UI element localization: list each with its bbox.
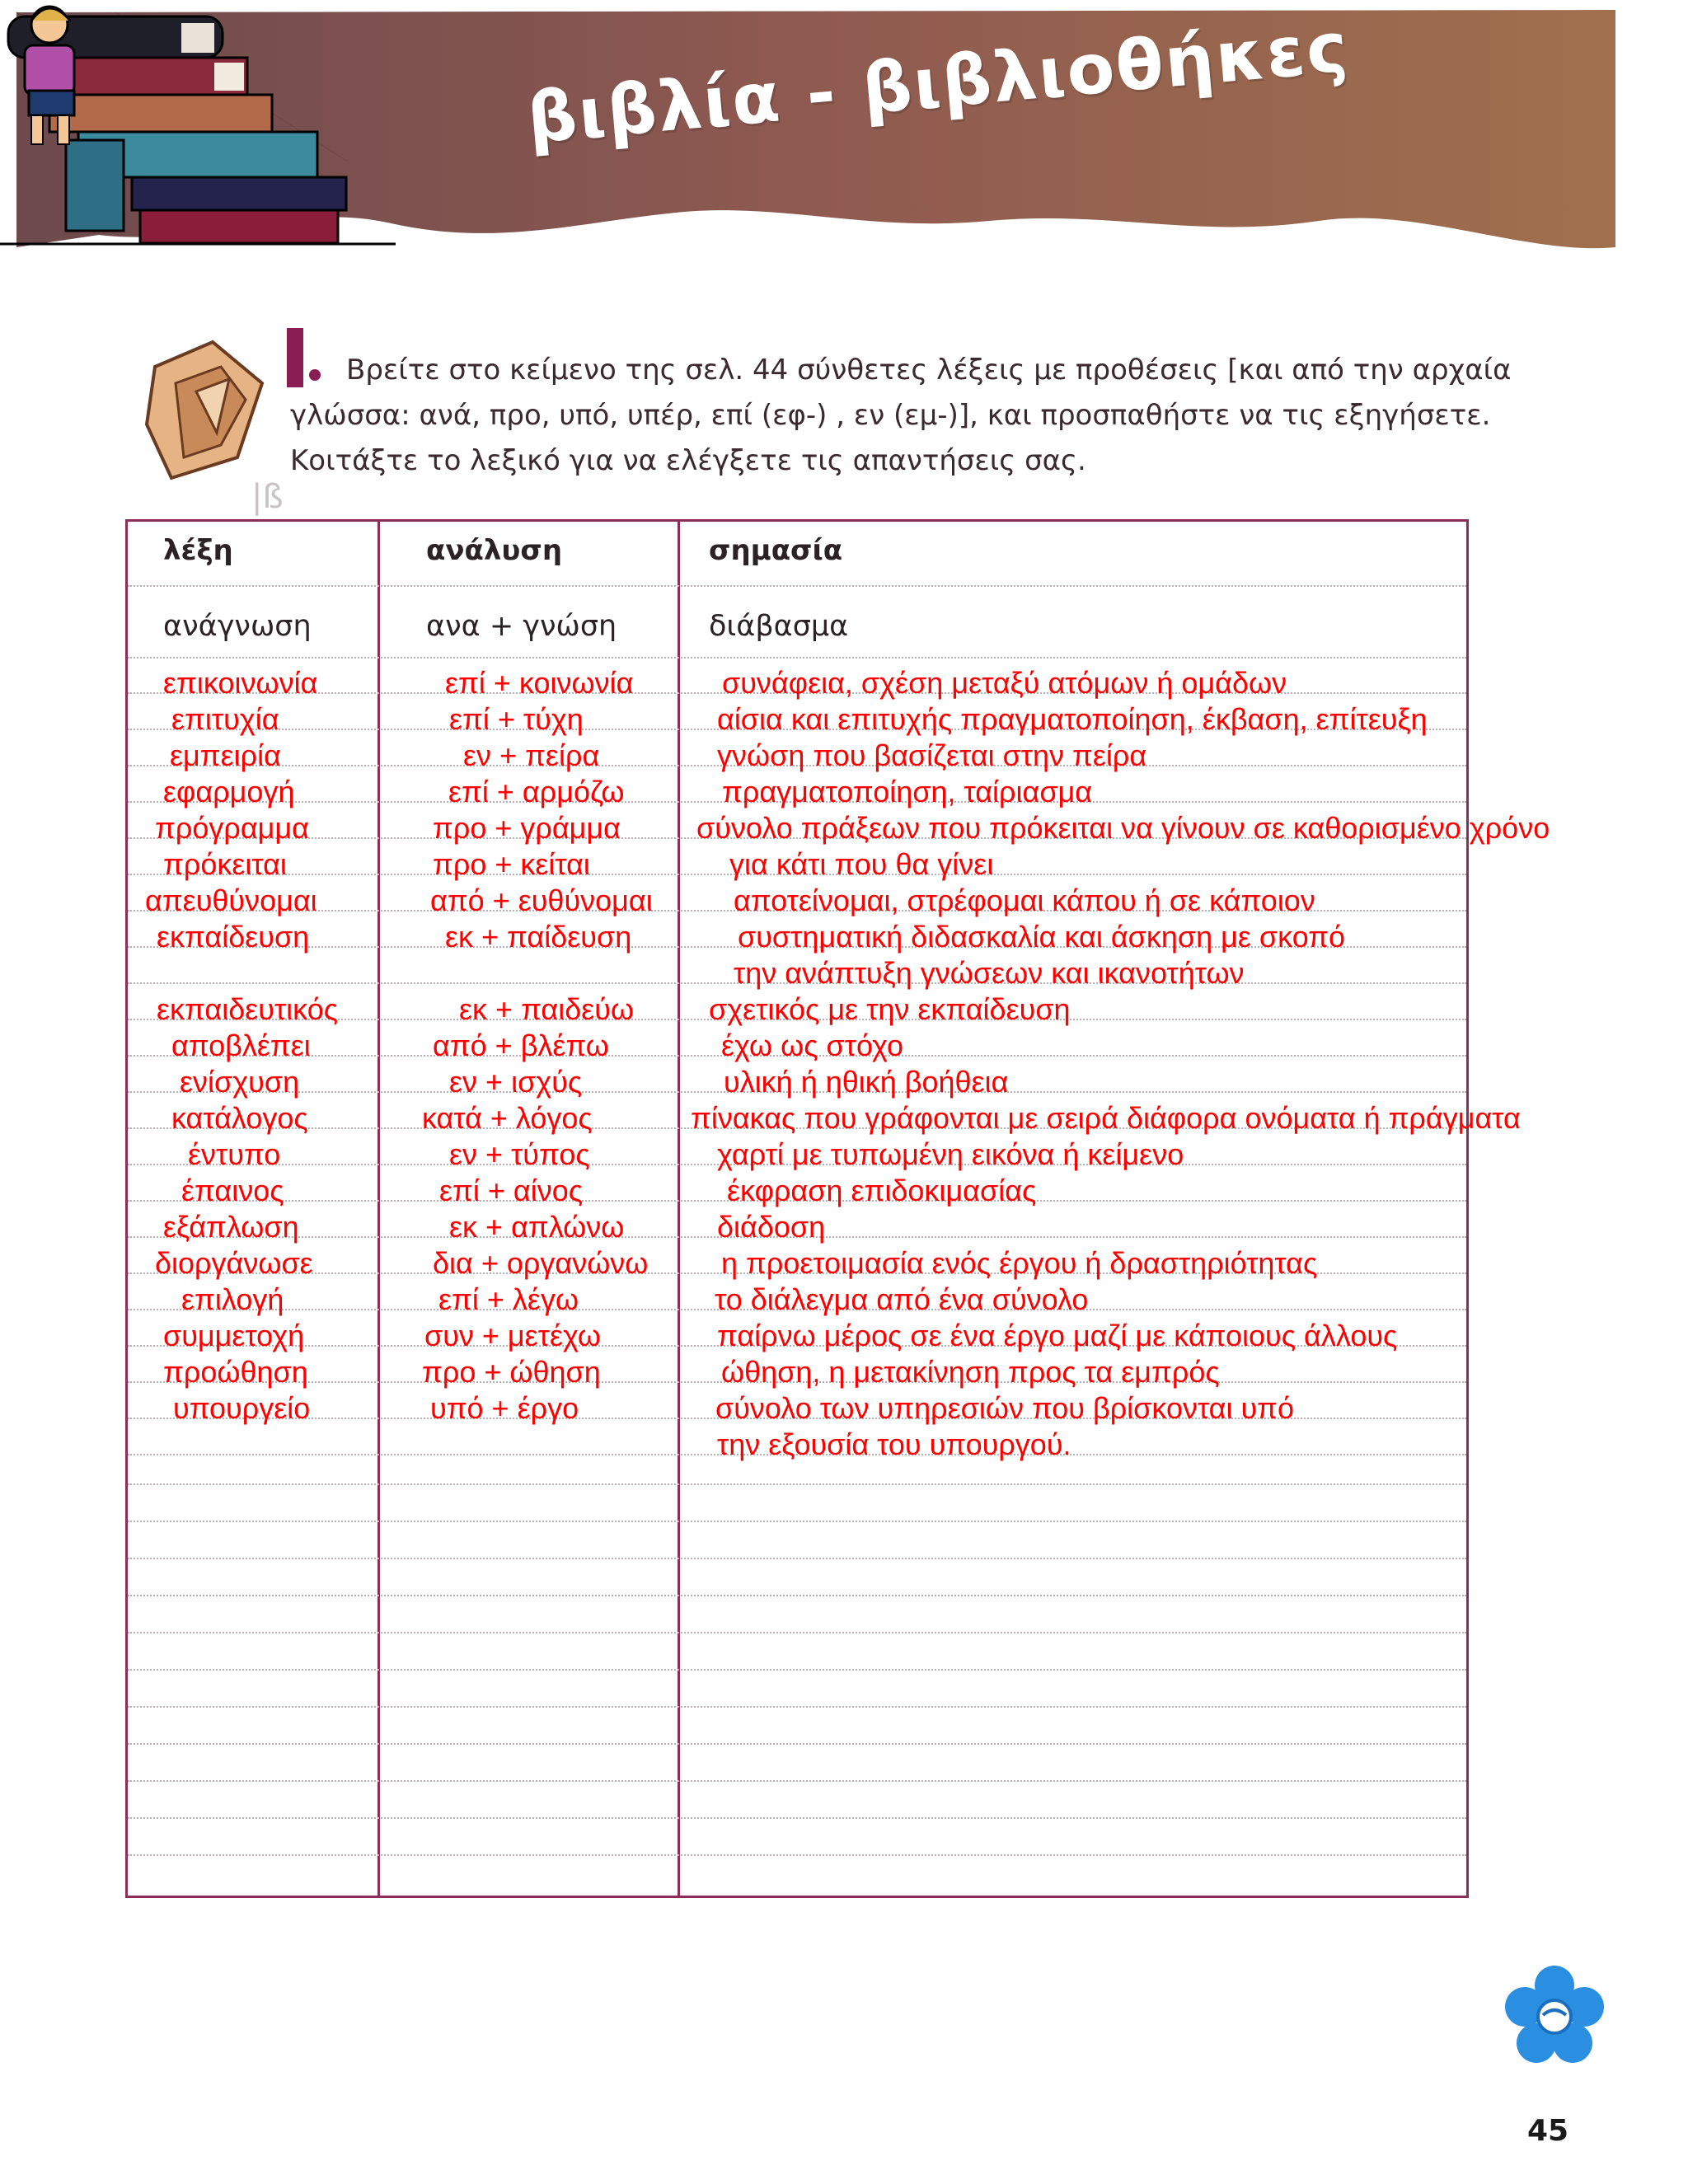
ruled-line [128,1743,1466,1745]
answer-meaning: το διάλεγμα από ένα σύνολο [715,1282,1089,1316]
answer-analysis: επί + αίνος [439,1174,584,1207]
answer-analysis: προ + κείται [433,847,590,881]
answer-word: έπαινος [181,1174,284,1207]
answer-word: έντυπο [188,1137,281,1171]
exercise-instructions [290,349,1512,484]
column-header-word: λέξη [163,534,233,567]
ruled-line [128,1780,1466,1782]
answer-analysis: κατά + λόγος [422,1101,593,1135]
ruled-line [128,1817,1466,1819]
answer-meaning: συνάφεια, σχέση μεταξύ ατόμων ή ομάδων [722,666,1287,700]
header-banner [0,0,1688,297]
answer-analysis: επί + κοινωνία [445,666,634,700]
answer-meaning: έχω ως στόχο [721,1029,903,1062]
example-word: ανάγνωση [163,610,312,643]
answer-word: εκπαιδευτικός [157,992,339,1026]
answer-word: επιτυχία [171,702,279,736]
answer-word: κατάλογος [171,1101,308,1135]
answer-word: πρόκειται [163,847,287,881]
answer-meaning: διάδοση [717,1210,826,1244]
answer-meaning: παίρνω μέρος σε ένα έργο μαζί με κάποιους άλλους [717,1319,1398,1352]
page-title: βιβλία - βιβλιοθήκες [523,7,1353,159]
ruled-line [128,1669,1466,1671]
answer-analysis: δια + οργανώνω [433,1246,649,1280]
open-book-icon [138,334,287,490]
answer-analysis: επί + αρμόζω [448,775,625,808]
answer-word: επικοινωνία [163,666,318,700]
answer-word: εμπειρία [170,738,281,772]
answer-word: εξάπλωση [163,1210,299,1244]
answer-analysis: συν + μετέχω [424,1319,602,1352]
answer-word: υπουργείο [173,1391,311,1425]
girl-reading-icon [0,0,99,148]
answer-meaning: την εξουσία του υπουργού. [717,1427,1071,1461]
ruled-line [128,1706,1466,1708]
answer-meaning: έκφραση επιδοκιμασίας [727,1174,1037,1207]
answer-word: διοργάνωσε [155,1246,313,1280]
answer-meaning: την ανάπτυξη γνώσεων και ικανοτήτων [734,956,1245,990]
instruction-line: γλώσσα: ανά, προ, υπό, υπέρ, επί (εφ-) , εν (εμ-)], και προσπαθήστε να τις εξηγήσετε. [290,399,1491,432]
answer-word: εκπαίδευση [157,920,310,954]
ruled-line [128,1854,1466,1856]
answer-meaning: υλική ή ηθική βοήθεια [724,1065,1009,1099]
answer-meaning: πραγματοποίηση, ταίριασμα [722,775,1093,808]
answer-meaning: αποτείνομαι, στρέφομαι κάπου ή σε κάποιον [734,883,1315,917]
answer-analysis: υπό + έργο [430,1391,579,1425]
answer-word: αποβλέπει [171,1029,311,1062]
answer-meaning: η προετοιμασία ενός έργου ή δραστηριότητας [721,1246,1318,1280]
answer-analysis: εν + ισχύς [449,1065,583,1099]
answer-meaning: σύνολο των υπηρεσιών που βρίσκονται υπό [715,1391,1295,1425]
answer-word: ενίσχυση [180,1065,300,1099]
answer-analysis: εκ + παιδεύω [459,992,635,1026]
column-divider [377,519,380,1898]
example-meaning: διάβασμα [709,610,849,643]
answer-analysis: από + βλέπω [433,1029,609,1062]
answer-word: επιλογή [181,1282,284,1316]
answer-analysis: εκ + παίδευση [445,920,632,954]
answer-meaning: συστηματική διδασκαλία και άσκηση με σκοπό [738,920,1346,954]
ruled-line [128,1483,1466,1485]
column-divider [678,519,680,1898]
answer-meaning: σχετικός με την εκπαίδευση [709,992,1071,1026]
ruled-line [128,1632,1466,1633]
page-number: 45 [1527,2114,1569,2148]
answer-meaning: χαρτί με τυπωμένη εικόνα ή κείμενο [717,1137,1184,1171]
answer-meaning: για κάτι που θα γίνει [729,847,994,881]
answer-word: πρόγραμμα [155,811,309,845]
pencil-mark: |ß [251,478,284,516]
answer-meaning: πίνακας που γράφονται με σειρά διάφορα ονόματα ή πράγματα [691,1101,1521,1135]
answer-analysis: εκ + απλώνω [449,1210,625,1244]
answer-word: συμμετοχή [163,1319,305,1352]
flower-icon [1505,1966,1604,2064]
ruled-line [128,1558,1466,1559]
example-analysis: ανα + γνώση [426,610,617,643]
column-header-meaning: σημασία [709,534,843,567]
ruled-line [128,657,1466,658]
answer-meaning: σύνολο πράξεων που πρόκειται να γίνουν σε καθορισμένο χρόνο [696,811,1550,845]
answer-analysis: εν + τύπος [449,1137,590,1171]
instruction-line: Κοιτάξτε το λεξικό για να ελέγξετε τις απαντήσεις σας. [290,444,1086,477]
answer-analysis: από + ευθύνομαι [430,883,653,917]
answer-word: εφαρμογή [163,775,295,808]
answer-analysis: εν + πείρα [463,738,600,772]
ruled-line [128,585,1466,587]
answer-meaning: γνώση που βασίζεται στην πείρα [717,738,1147,772]
answer-analysis: προ + γράμμα [433,811,621,845]
ruled-line [128,1521,1466,1522]
answer-word: απευθύνομαι [145,883,317,917]
answer-analysis: επί + τύχη [449,702,584,736]
answer-analysis: προ + ώθηση [422,1355,601,1389]
column-header-analysis: ανάλυση [426,534,563,567]
ruled-line [128,1595,1466,1596]
answer-analysis: επί + λέγω [438,1282,579,1316]
answer-meaning: αίσια και επιτυχής πραγματοποίηση, έκβαση, επίτευξη [717,702,1428,736]
answer-meaning: ώθηση, η μετακίνηση προς τα εμπρός [721,1355,1220,1389]
answer-word: προώθηση [163,1355,308,1389]
instruction-line: Βρείτε στο κείμενο της σελ. 44 σύνθετες λέξεις με προθέσεις [και από την αρχαία [346,354,1512,387]
